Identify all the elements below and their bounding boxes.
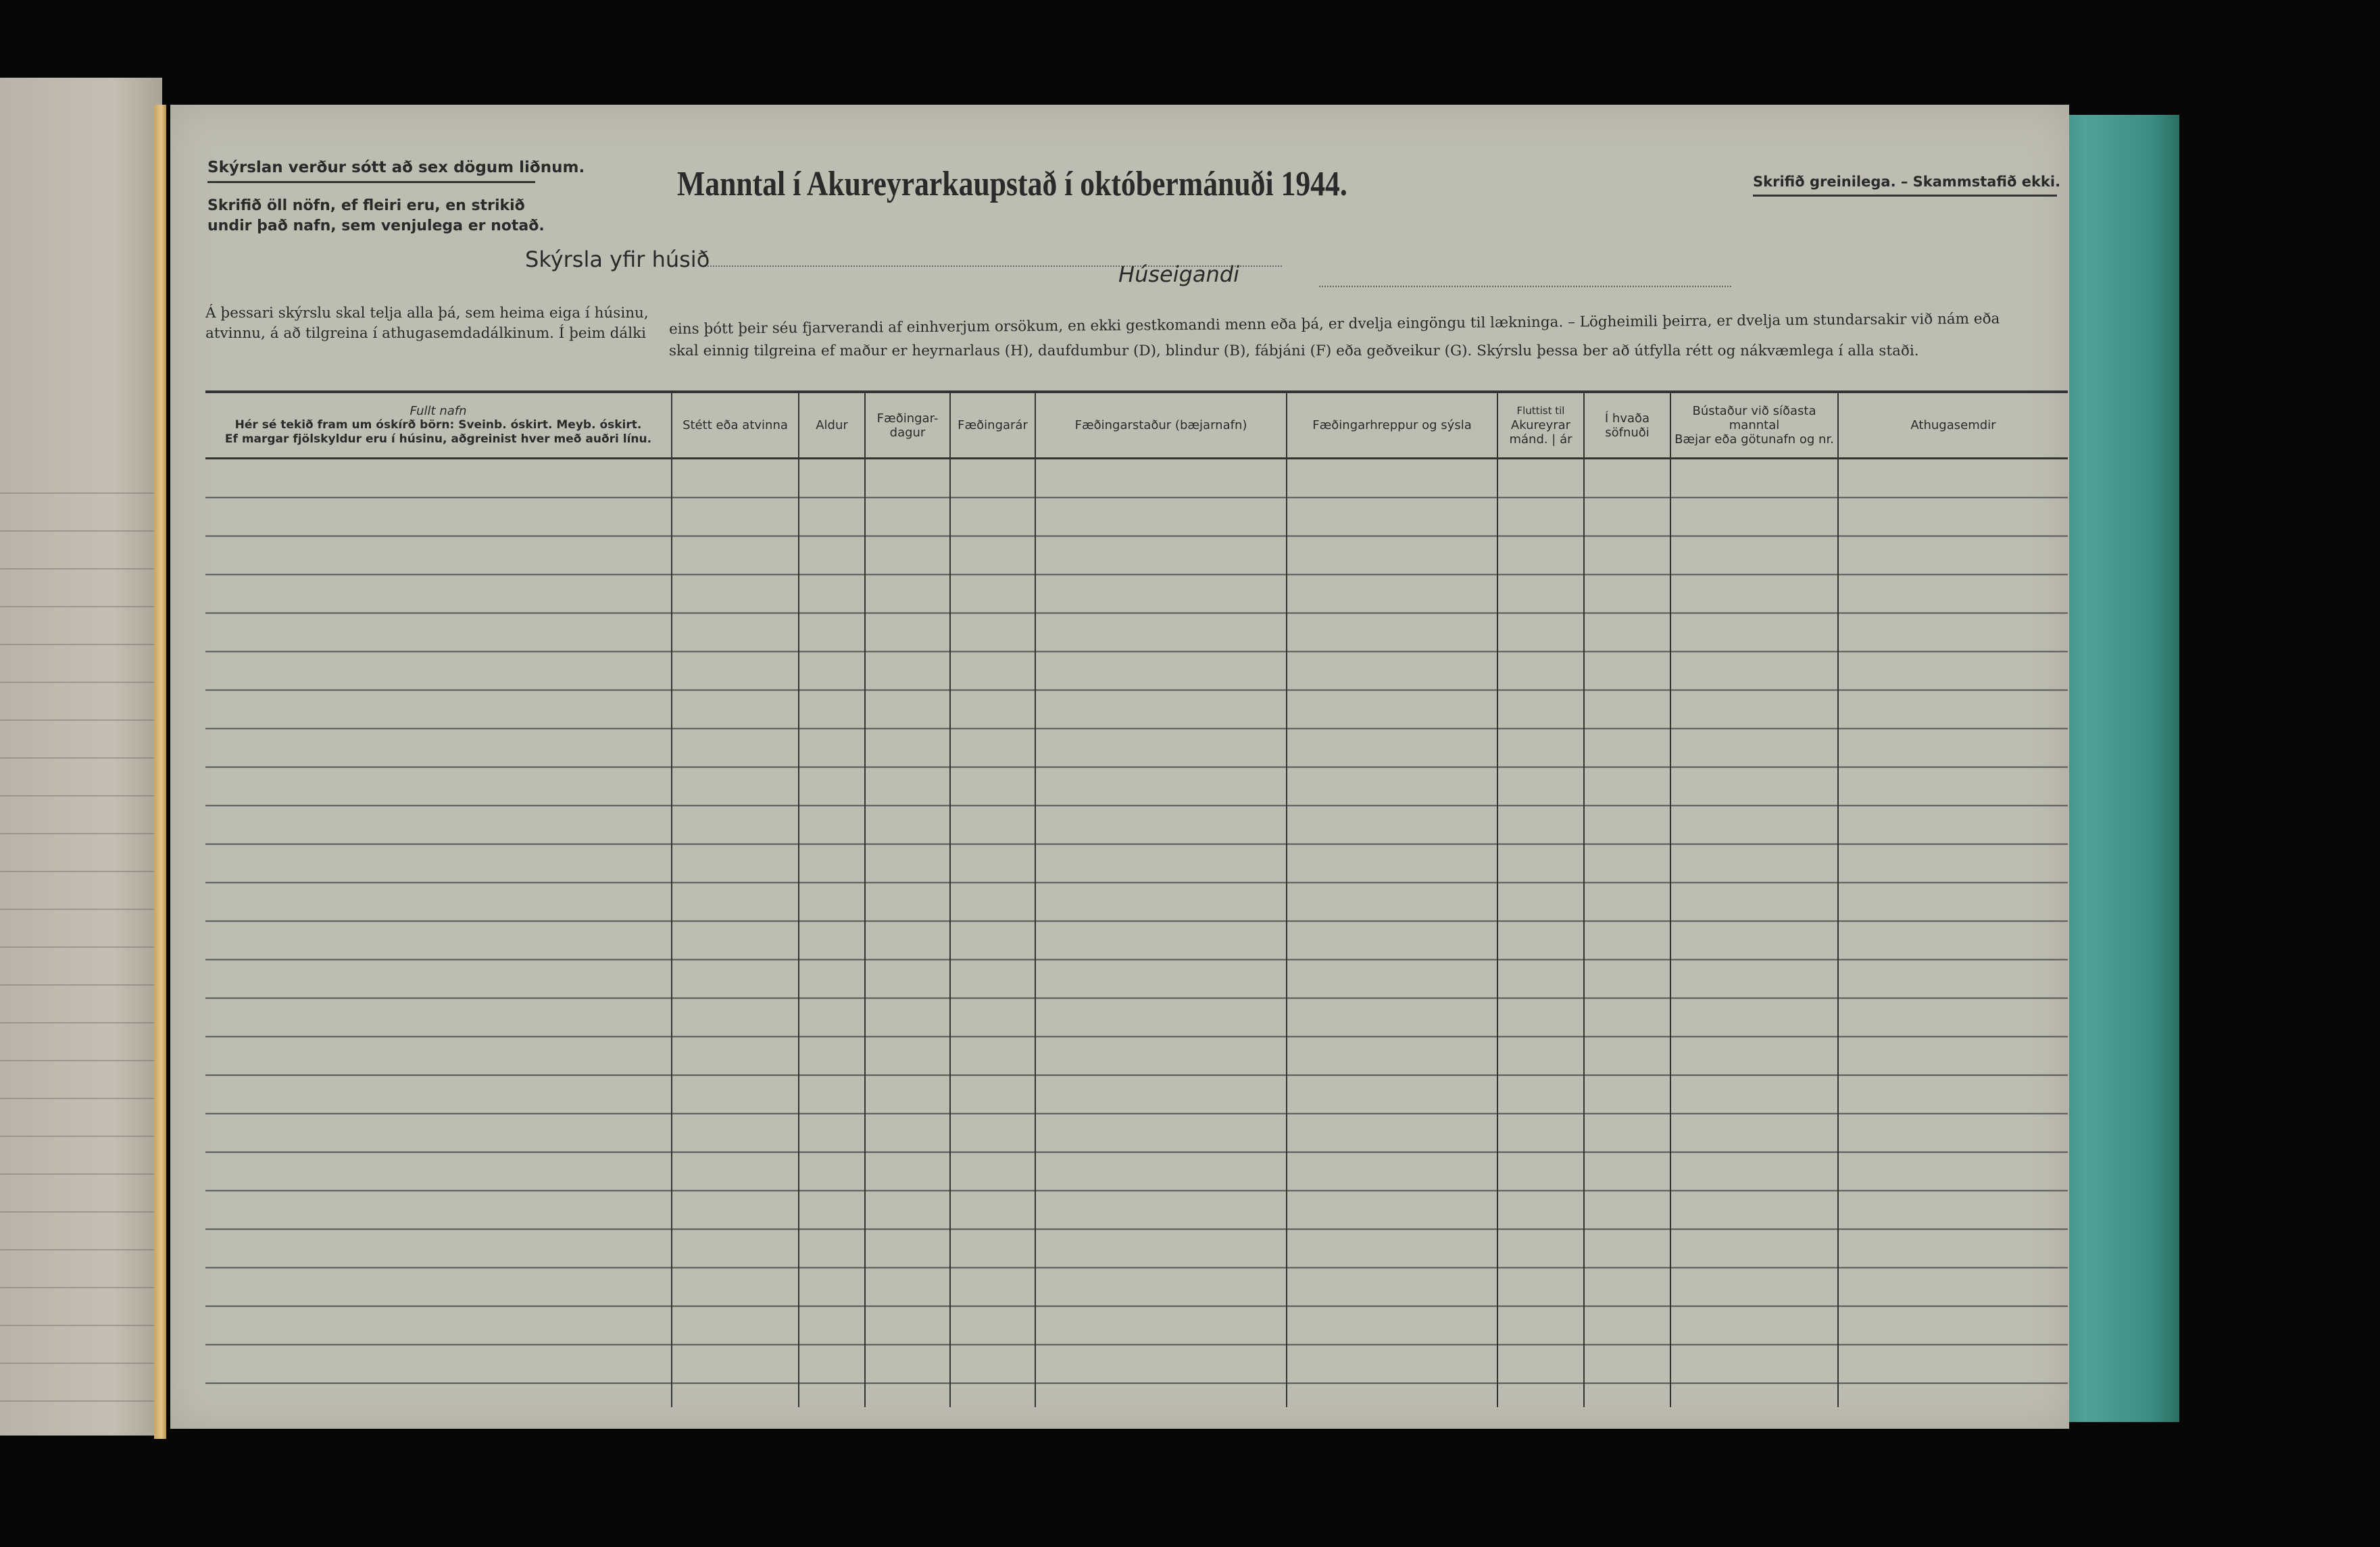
col-congregation-1: Í hvaða — [1604, 411, 1650, 426]
book-spine-edge — [154, 105, 166, 1439]
census-table — [205, 390, 2068, 1407]
col-congregation — [1584, 392, 1670, 459]
col-remarks: Athugasemdir — [1838, 392, 2068, 459]
col-moved-1: Fluttist til — [1516, 405, 1565, 417]
col-moved-2: Akureyrar — [1510, 418, 1571, 432]
previous-residence-cells[interactable] — [1670, 459, 1838, 1408]
left-page-lines — [0, 456, 155, 1402]
col-age: Aldur — [799, 392, 865, 459]
table-row — [205, 459, 2068, 1408]
house-label: Skýrsla yfir húsið — [525, 247, 710, 272]
congregation-cells[interactable] — [1584, 459, 1670, 1408]
names-note: Skrifið öll nöfn, ef fleiri eru, en strikið undir það nafn, sem venjulega er notað. — [207, 197, 545, 234]
instructions-right-line2: skal einnig tilgreina ef maður er heyrnarlaus (H), daufdumbur (D), blindur (B), fábjáni (F) eða geðveikur (G). Skýrslu þessa ber að útfylla rétt og nákvæmlega í alla staði. — [669, 343, 1919, 359]
col-full-name-title: Fullt nafn — [410, 404, 467, 418]
col-full-name — [205, 392, 672, 459]
moved-cells[interactable] — [1497, 459, 1584, 1408]
census-form-page — [170, 105, 2069, 1429]
col-birth-parish: Fæðingarhreppur og sýsla — [1287, 392, 1497, 459]
full-name-cells[interactable] — [205, 459, 672, 1408]
col-congregation-2: söfnuði — [1605, 425, 1650, 440]
form-title: Manntal í Akureyrarkaupstað í októbermánuði 1944. — [677, 165, 1347, 203]
instructions-right-line1: eins þótt þeir séu fjarverandi af einhverjum orsökum, en ekki gestkomandi menn eða þá, er dvelja eingöngu til lækninga. – Lögheimili þeirra, er dvelja um stundarsakir við nám eða — [669, 310, 2000, 338]
remarks-cells[interactable] — [1838, 459, 2068, 1408]
col-prev-residence-2: manntal — [1729, 418, 1780, 432]
col-prev-residence-3: Bæjar eða götunafn og nr. — [1675, 432, 1834, 447]
instructions-left-line1: Á þessari skýrslu skal telja alla þá, sem heima eiga í húsinu, — [205, 305, 649, 322]
col-birth-day-1: Fæðingar- — [876, 411, 939, 426]
writing-note: Skrifið greinilega. – Skammstafið ekki. — [1753, 174, 2061, 190]
col-birth-day-2: dagur — [889, 425, 926, 440]
occupation-cells[interactable] — [672, 459, 799, 1408]
instructions-left-line2: atvinnu, á að tilgreina í athugasemdadálkinum. Í þeim dálki — [205, 325, 647, 342]
col-prev-residence-1: Bústaður við síðasta — [1692, 404, 1816, 418]
col-moved-3: mánd. | ár — [1509, 432, 1572, 447]
collection-note: Skýrslan verður sótt að sex dögum liðnum. — [207, 159, 585, 176]
col-birth-year: Fæðingarár — [950, 392, 1035, 459]
col-moved-to-akureyri — [1497, 392, 1584, 459]
col-birth-day — [865, 392, 950, 459]
birth-year-cells[interactable] — [950, 459, 1035, 1408]
owner-label: Húseigandi — [1118, 261, 1239, 287]
col-full-name-line2: Ef margar fjölskyldur eru í húsinu, aðgreinist hver með auðri línu. — [224, 432, 652, 446]
birthplace-cells[interactable] — [1035, 459, 1287, 1408]
col-occupation: Stétt eða atvinna — [672, 392, 799, 459]
collection-note-underline — [207, 181, 535, 183]
table-header-row — [205, 392, 2068, 459]
owner-field[interactable] — [1319, 286, 1731, 287]
col-full-name-line1: Hér sé tekið fram um óskírð börn: Sveinb. óskirt. Meyb. óskirt. — [234, 418, 642, 432]
left-page — [0, 78, 162, 1436]
birth-day-cells[interactable] — [865, 459, 950, 1408]
age-cells[interactable] — [799, 459, 865, 1408]
writing-note-underline — [1753, 195, 2057, 197]
col-birthplace: Fæðingarstaður (bæjarnafn) — [1035, 392, 1287, 459]
col-previous-residence — [1670, 392, 1838, 459]
birth-parish-cells[interactable] — [1287, 459, 1497, 1408]
